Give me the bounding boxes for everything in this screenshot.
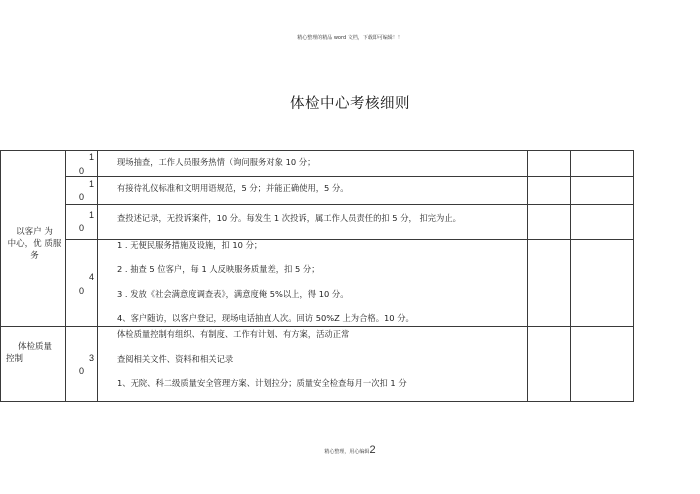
score-digit: 1 [89,210,95,220]
criterion-text: 查阅相关文件、资料和相关记录 [117,354,234,364]
criterion-text: 有接待礼仪标准和文明用语规范，5 分；并能正确使用，5 分。 [117,183,349,193]
section-divider [0,326,633,327]
col-divider [65,150,66,402]
table-border-right [633,150,634,402]
score-digit: 1 [89,152,95,162]
header-note: 精心整理的精品 word 文档，下载即可编辑！！ [297,35,403,41]
page-title: 体检中心考核细则 [290,96,410,112]
criterion-text: 现场抽查，工作人员服务热情（询问服务对象 10 分； [117,157,316,167]
score-digit: 3 [89,353,95,363]
score-digit: 0 [79,166,85,176]
category-cell [4,341,65,365]
row-divider [65,204,633,205]
table-border-bottom [0,401,633,402]
footer-text: 精心整理，用心编辑 [324,449,370,455]
criterion-text: 4、客户随访，以客户登记，现场电话抽直人次。回访 50%Z 上为合格。10 分。 [117,313,414,323]
page-number: 2 [369,444,376,456]
category-line: 中心，优 质服务 [7,239,62,261]
col-divider [97,150,98,402]
category-cell [4,226,65,262]
category-line: 控制 [6,354,24,364]
score-digit: 4 [89,272,95,282]
table-border-left [0,150,1,402]
criterion-text: 1、无院、科二级质量安全管理方案、计划拉分；质量安全检查每月一次扣 1 分 [117,378,407,388]
score-digit: 0 [79,223,85,233]
score-digit: 1 [89,179,95,189]
page-footer [0,444,700,456]
criterion-text: 2 . 抽查 5 位客户，每 1 人反映服务质量差，扣 5 分； [117,264,320,274]
score-digit: 0 [79,366,85,376]
criterion-text: 查投述记录，无投诉案件，10 分。每发生 1 次投诉，属工作人员责任的扣 5 分， 扣完为止。 [117,213,461,223]
score-digit: 0 [79,286,85,296]
criterion-text: 体检质量控制有组织、有制度、工作有计划、有方案，活动正常 [117,329,350,339]
col-divider [570,150,571,402]
category-line: 以客户 为 [16,227,53,237]
row-divider [65,176,633,177]
table-border-top [0,150,633,151]
criterion-text: 1 . 无便民服务措施及设施，扣 10 分； [117,240,263,250]
col-divider [527,150,528,402]
category-line: 体检质量 [18,342,53,352]
score-digit: 0 [79,192,85,202]
criterion-text: 3 . 发放《社会满意度调查表》，满意度俺 5%以上，得 10 分。 [117,289,349,299]
